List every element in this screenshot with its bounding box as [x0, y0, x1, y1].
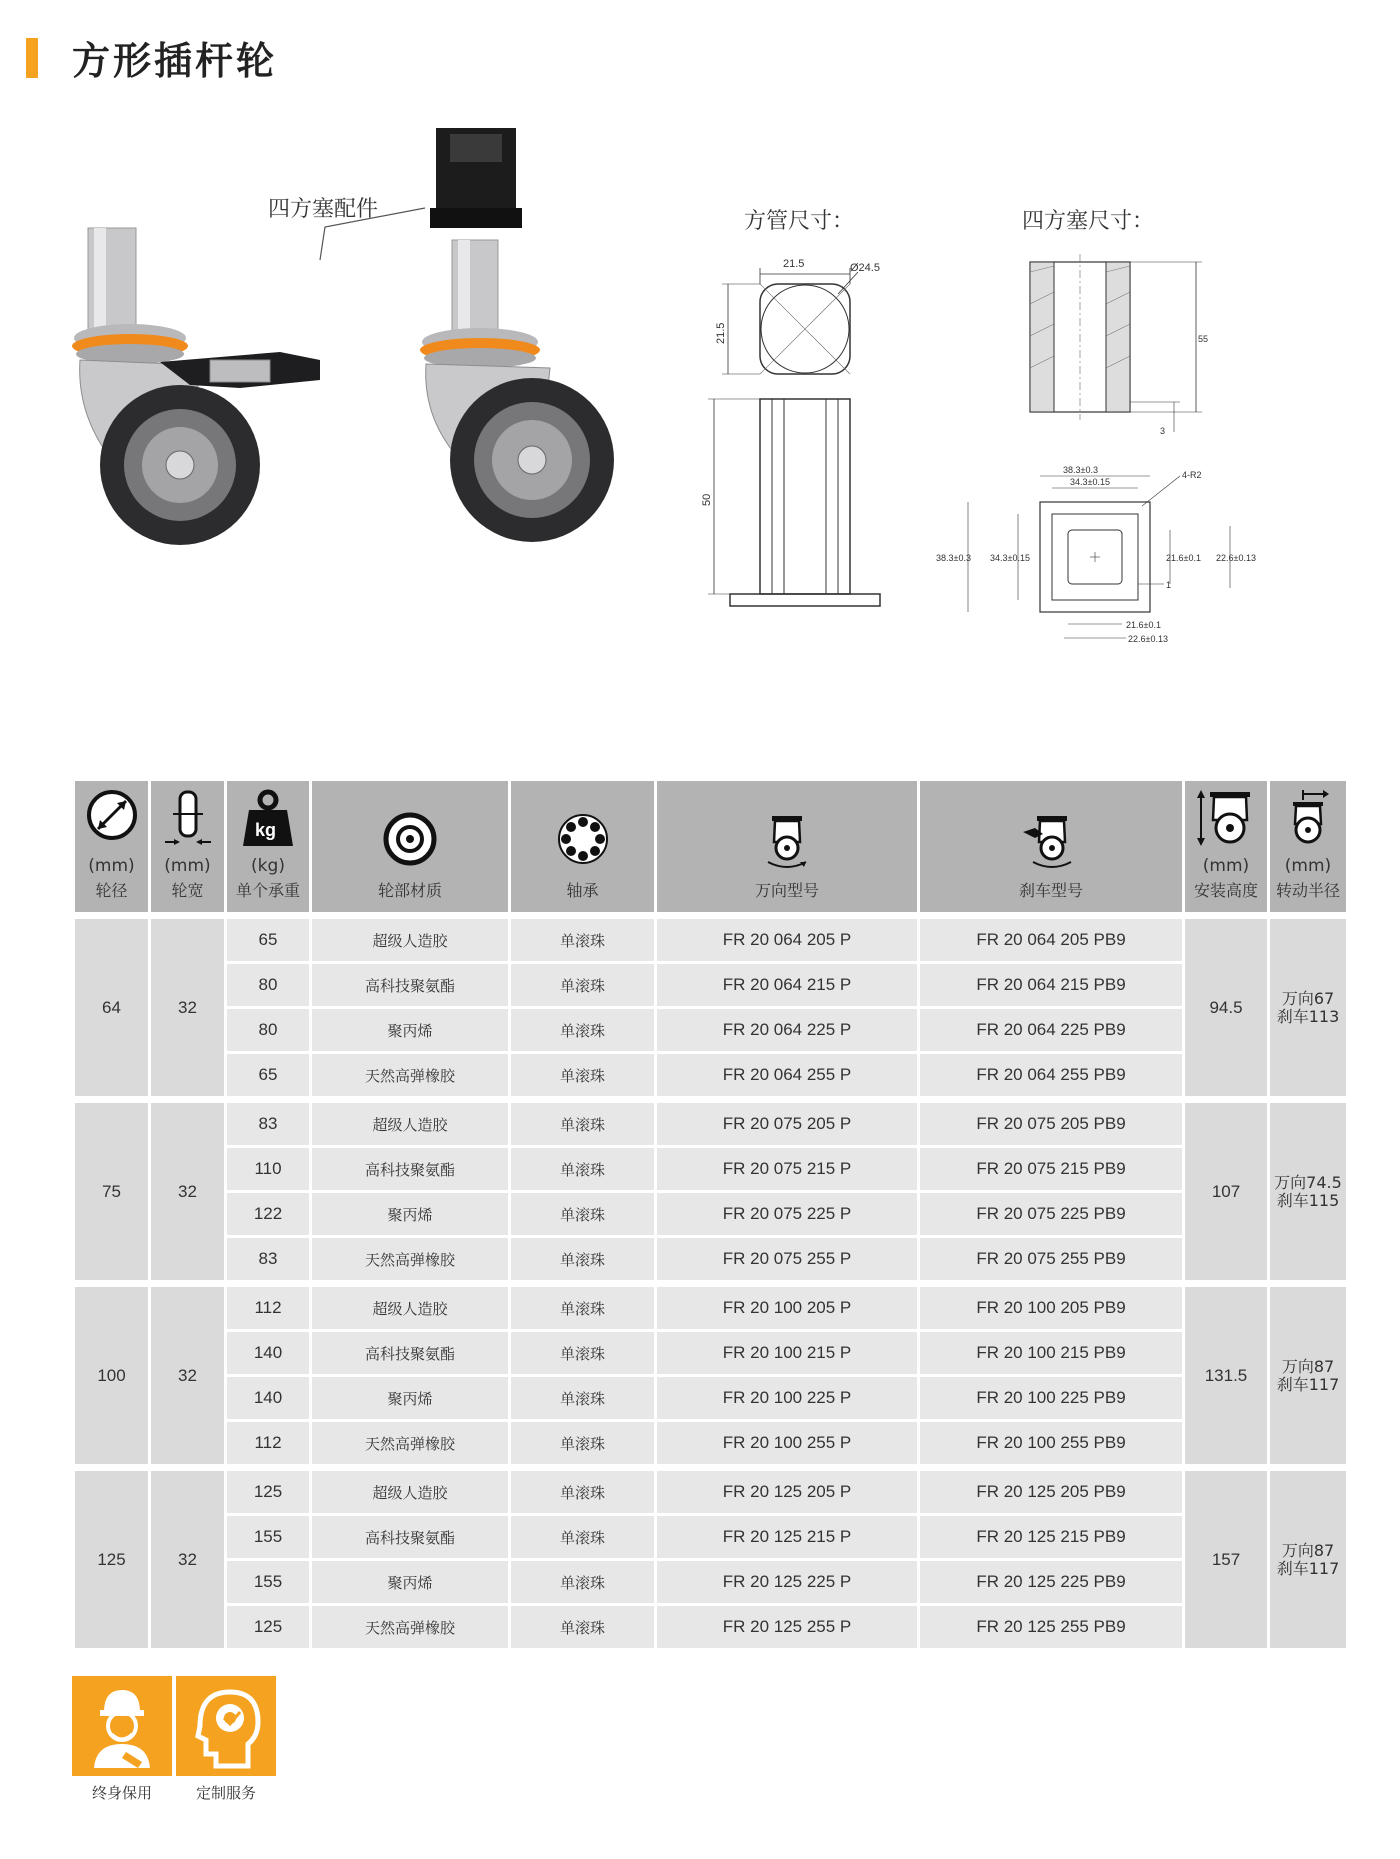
cell-bearing: 单滚珠: [511, 1516, 654, 1558]
tube-dim-width: 21.5: [783, 258, 805, 270]
cell-bearing: 单滚珠: [511, 1148, 654, 1190]
wheel-material-icon: [312, 812, 508, 874]
cell-mounting-height: 107: [1185, 1103, 1267, 1280]
tube-dim-diameter: Ø24.5: [850, 262, 880, 274]
header-mounting-height: (mm) 安装高度: [1185, 781, 1267, 912]
tube-dimension-title: 方管尺寸：: [744, 209, 855, 234]
cell-mounting-height: 131.5: [1185, 1287, 1267, 1464]
mounting-height-icon: [1185, 788, 1267, 850]
cell-brake-model: FR 20 125 215 PB9: [920, 1516, 1182, 1558]
cell-swivel-model: FR 20 064 225 P: [657, 1009, 917, 1051]
cell-brake-model: FR 20 075 215 PB9: [920, 1148, 1182, 1190]
cell-swivel-radius: 万向87 刹车117: [1270, 1471, 1346, 1648]
cell-swivel-model: FR 20 075 255 P: [657, 1238, 917, 1280]
header-swivel-radius: (mm) 转动半径: [1270, 781, 1346, 912]
plug-dim-inner: 34.3±0.15: [1070, 477, 1110, 487]
table-row: [75, 1606, 1346, 1648]
cell-swivel-model: FR 20 075 215 P: [657, 1148, 917, 1190]
cell-brake-model: FR 20 064 215 PB9: [920, 964, 1182, 1006]
cell-diameter: 75: [75, 1103, 148, 1280]
cell-bearing: 单滚珠: [511, 1422, 654, 1464]
cell-bearing: 单滚珠: [511, 1287, 654, 1329]
cell-brake-model: FR 20 125 205 PB9: [920, 1471, 1182, 1513]
cell-material: 天然高弹橡胶: [312, 1054, 508, 1096]
table-row: [75, 1238, 1346, 1280]
table-row: [75, 1332, 1346, 1374]
cell-bearing: 单滚珠: [511, 1009, 654, 1051]
cell-load: 122: [227, 1193, 309, 1235]
cell-diameter: 100: [75, 1287, 148, 1464]
lifetime-warranty-icon: [72, 1676, 172, 1776]
plug-dim-outer-left: 38.3±0.3: [936, 553, 971, 563]
plug-dim-core-right-outer: 22.6±0.13: [1216, 553, 1256, 563]
header-wheel-width: (mm) 轮宽: [151, 781, 224, 912]
table-row: [75, 1103, 1346, 1145]
cell-bearing: 单滚珠: [511, 1471, 654, 1513]
product-photo: [40, 120, 660, 640]
swivel-caster-icon: [657, 812, 917, 874]
cell-material: 天然高弹橡胶: [312, 1422, 508, 1464]
tube-dimension-drawing: [700, 244, 920, 624]
tube-dim-side: 21.5: [715, 322, 727, 344]
table-row: [75, 1516, 1346, 1558]
cell-swivel-model: FR 20 100 215 P: [657, 1332, 917, 1374]
page-title: 方形插杆轮: [72, 39, 278, 83]
cell-brake-model: FR 20 064 205 PB9: [920, 919, 1182, 961]
cell-width: 32: [151, 919, 224, 1096]
plug-dimension-title: 四方塞尺寸：: [1022, 209, 1155, 234]
plug-dim-radius: 4-R2: [1182, 470, 1202, 480]
cell-bearing: 单滚珠: [511, 1606, 654, 1648]
table-row: [75, 1422, 1346, 1464]
custom-service-icon: [176, 1676, 276, 1776]
plug-dim-bottom: 3: [1160, 426, 1166, 436]
plug-dimension-drawing: [930, 244, 1310, 644]
plug-dim-inner-left: 34.3±0.15: [990, 553, 1030, 563]
tube-dim-height: 50: [701, 493, 713, 506]
table-row: [75, 1287, 1346, 1329]
cell-width: 32: [151, 1471, 224, 1648]
cell-material: 天然高弹橡胶: [312, 1606, 508, 1648]
cell-load: 65: [227, 919, 309, 961]
plug-dim-core-right: 21.6±0.1: [1166, 553, 1201, 563]
cell-swivel-radius: 万向74.5 刹车115: [1270, 1103, 1346, 1280]
cell-load: 155: [227, 1561, 309, 1603]
svg-text:kg: kg: [255, 820, 277, 840]
cell-load: 110: [227, 1148, 309, 1190]
cell-bearing: 单滚珠: [511, 1561, 654, 1603]
cell-brake-model: FR 20 064 225 PB9: [920, 1009, 1182, 1051]
cell-swivel-radius: 万向67 刹车113: [1270, 919, 1346, 1096]
table-row: [75, 1193, 1346, 1235]
cell-load: 83: [227, 1103, 309, 1145]
cell-bearing: 单滚珠: [511, 1377, 654, 1419]
cell-material: 高科技聚氨酯: [312, 1148, 508, 1190]
cell-brake-model: FR 20 075 205 PB9: [920, 1103, 1182, 1145]
cell-swivel-model: FR 20 100 255 P: [657, 1422, 917, 1464]
cell-swivel-radius: 万向87 刹车117: [1270, 1287, 1346, 1464]
weight-icon: [227, 788, 309, 850]
cell-swivel-model: FR 20 075 205 P: [657, 1103, 917, 1145]
cell-swivel-model: FR 20 100 225 P: [657, 1377, 917, 1419]
cell-load: 83: [227, 1238, 309, 1280]
cell-brake-model: FR 20 100 255 PB9: [920, 1422, 1182, 1464]
cell-load: 112: [227, 1422, 309, 1464]
service-lifetime-warranty: [72, 1676, 172, 1803]
cell-mounting-height: 157: [1185, 1471, 1267, 1648]
cell-brake-model: FR 20 125 225 PB9: [920, 1561, 1182, 1603]
cell-load: 65: [227, 1054, 309, 1096]
cell-material: 高科技聚氨酯: [312, 1516, 508, 1558]
cell-mounting-height: 94.5: [1185, 919, 1267, 1096]
cell-bearing: 单滚珠: [511, 1238, 654, 1280]
header-load: kg (kg) 单个承重: [227, 781, 309, 912]
cell-bearing: 单滚珠: [511, 1332, 654, 1374]
spec-table: [72, 778, 1349, 1651]
cell-diameter: 125: [75, 1471, 148, 1648]
cell-material: 超级人造胶: [312, 1103, 508, 1145]
brake-caster-icon: [920, 812, 1182, 874]
table-row: [75, 1054, 1346, 1096]
wheel-diameter-icon: [75, 788, 148, 850]
table-row: [75, 1009, 1346, 1051]
cell-swivel-model: FR 20 125 255 P: [657, 1606, 917, 1648]
cell-bearing: 单滚珠: [511, 964, 654, 1006]
cell-bearing: 单滚珠: [511, 919, 654, 961]
cell-width: 32: [151, 1287, 224, 1464]
cell-swivel-model: FR 20 064 205 P: [657, 919, 917, 961]
cell-load: 140: [227, 1332, 309, 1374]
cell-brake-model: FR 20 064 255 PB9: [920, 1054, 1182, 1096]
header-bearing: 轴承: [511, 781, 654, 912]
plug-dim-height: 55: [1198, 334, 1209, 344]
cell-brake-model: FR 20 100 225 PB9: [920, 1377, 1182, 1419]
cell-load: 125: [227, 1606, 309, 1648]
service-label: 定制服务: [195, 1784, 256, 1802]
cell-material: 天然高弹橡胶: [312, 1238, 508, 1280]
table-row: [75, 1561, 1346, 1603]
cell-swivel-model: FR 20 125 205 P: [657, 1471, 917, 1513]
cell-brake-model: FR 20 075 255 PB9: [920, 1238, 1182, 1280]
cell-width: 32: [151, 1103, 224, 1280]
table-header-row: [75, 781, 1346, 912]
header-material: 轮部材质: [312, 781, 508, 912]
cell-bearing: 单滚珠: [511, 1054, 654, 1096]
cell-diameter: 64: [75, 919, 148, 1096]
title-accent-bar: [26, 38, 38, 78]
plug-dim-core-bottom-outer: 22.6±0.13: [1128, 634, 1168, 644]
cell-load: 112: [227, 1287, 309, 1329]
service-label: 终身保用: [91, 1784, 152, 1802]
cell-material: 聚丙烯: [312, 1193, 508, 1235]
cell-brake-model: FR 20 100 205 PB9: [920, 1287, 1182, 1329]
wheel-width-icon: [151, 788, 224, 850]
cell-material: 高科技聚氨酯: [312, 964, 508, 1006]
cell-material: 高科技聚氨酯: [312, 1332, 508, 1374]
cell-bearing: 单滚珠: [511, 1193, 654, 1235]
cell-material: 聚丙烯: [312, 1561, 508, 1603]
plug-dim-outer: 38.3±0.3: [1063, 465, 1098, 475]
cell-bearing: 单滚珠: [511, 1103, 654, 1145]
cell-material: 超级人造胶: [312, 1471, 508, 1513]
table-row: [75, 1471, 1346, 1513]
cell-swivel-model: FR 20 064 215 P: [657, 964, 917, 1006]
cell-load: 140: [227, 1377, 309, 1419]
plug-accessory-label: 四方塞配件: [268, 197, 379, 222]
header-wheel-diameter: (mm) 轮径: [75, 781, 148, 912]
cell-swivel-model: FR 20 075 225 P: [657, 1193, 917, 1235]
plug-dim-step: 1: [1166, 580, 1172, 590]
cell-brake-model: FR 20 100 215 PB9: [920, 1332, 1182, 1374]
cell-brake-model: FR 20 075 225 PB9: [920, 1193, 1182, 1235]
cell-material: 超级人造胶: [312, 919, 508, 961]
cell-swivel-model: FR 20 125 225 P: [657, 1561, 917, 1603]
table-row: [75, 964, 1346, 1006]
header-brake-model: 刹车型号: [920, 781, 1182, 912]
cell-swivel-model: FR 20 064 255 P: [657, 1054, 917, 1096]
swivel-radius-icon: [1270, 788, 1346, 850]
cell-swivel-model: FR 20 100 205 P: [657, 1287, 917, 1329]
cell-material: 聚丙烯: [312, 1009, 508, 1051]
service-custom: [176, 1676, 276, 1803]
table-row: [75, 919, 1346, 961]
cell-load: 80: [227, 964, 309, 1006]
plug-dim-core-bottom: 21.6±0.1: [1126, 620, 1161, 630]
cell-load: 80: [227, 1009, 309, 1051]
cell-swivel-model: FR 20 125 215 P: [657, 1516, 917, 1558]
cell-material: 超级人造胶: [312, 1287, 508, 1329]
cell-brake-model: FR 20 125 255 PB9: [920, 1606, 1182, 1648]
cell-material: 聚丙烯: [312, 1377, 508, 1419]
bearing-icon: [511, 812, 654, 874]
cell-load: 155: [227, 1516, 309, 1558]
header-swivel-model: 万向型号: [657, 781, 917, 912]
table-row: [75, 1148, 1346, 1190]
cell-load: 125: [227, 1471, 309, 1513]
table-row: [75, 1377, 1346, 1419]
